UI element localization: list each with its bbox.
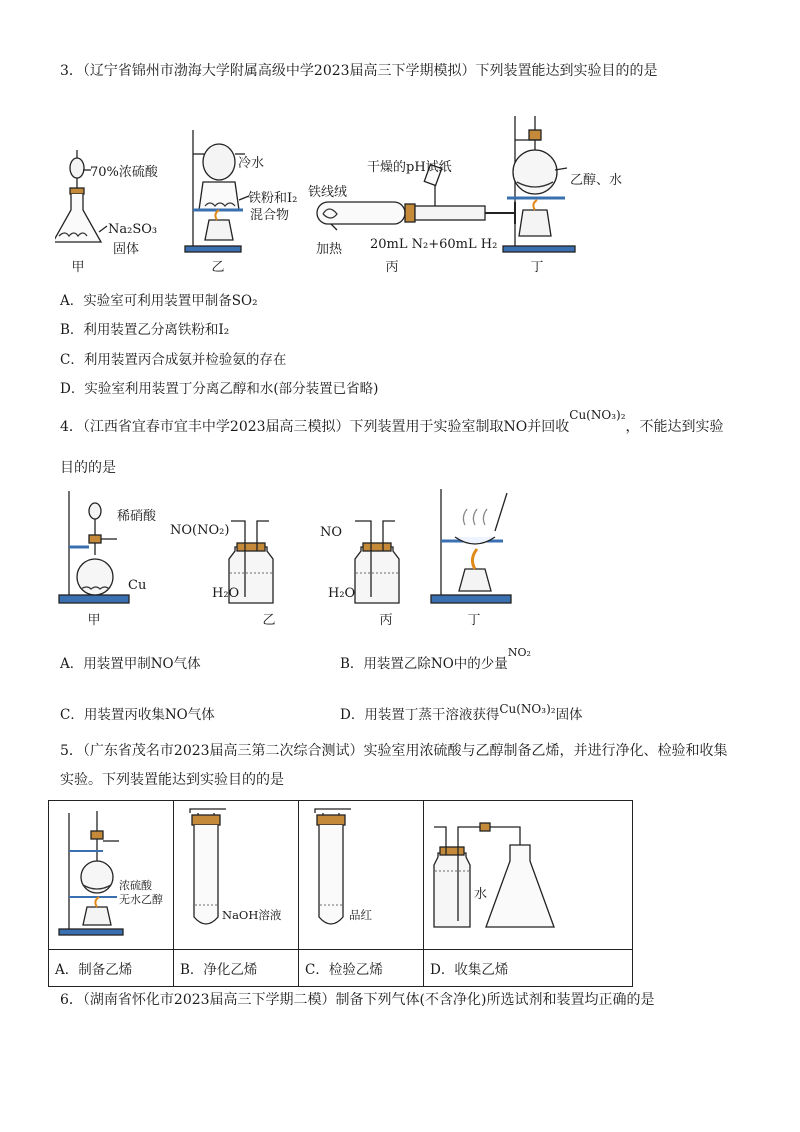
q5-cell-c-figure xyxy=(299,801,424,950)
q5-a-figure xyxy=(49,801,173,949)
q5-c-figure xyxy=(299,801,423,949)
q4-option-d-tail: 固体 xyxy=(555,707,583,723)
q4-bing-gas-label: NO xyxy=(320,525,343,540)
q5-a-reagent-2: 无水乙醇 xyxy=(119,893,163,906)
q4-yi-gas-label: NO(NO₂) xyxy=(170,523,230,538)
q3-jia-salt-label: Na₂SO₃ xyxy=(108,222,158,237)
q3-caption-bing: 丙 xyxy=(385,260,399,275)
q3-yi-water-label: 冷水 xyxy=(238,156,265,171)
q5-option-c[interactable]: C．检验乙烯 xyxy=(299,950,424,987)
q4-option-d[interactable] xyxy=(340,703,583,723)
q5-option-b[interactable]: B．净化乙烯 xyxy=(174,950,299,987)
q5-options-table xyxy=(48,800,633,987)
q4-option-d-chem: Cu(NO₃)₂ xyxy=(499,702,556,716)
q3-bing-ph-label: 干燥的pH试纸 xyxy=(367,160,452,175)
q3-stem: 3．（辽宁省锦州市渤海大学附属高级中学2023届高三下学期模拟）下列装置能达到实验目的的是 xyxy=(60,63,658,79)
q4-stem-part-a: 4．（江西省宜春市宜丰中学2023届高三模拟）下列装置用于实验室制取NO并回收 xyxy=(60,419,570,435)
q3-option-c[interactable]: C．利用装置丙合成氨并检验氨的存在 xyxy=(60,352,287,368)
q3-jia-salt-label-2: 固体 xyxy=(113,242,140,257)
q3-yi-apparatus xyxy=(185,130,249,252)
q4-caption-ding: 丁 xyxy=(467,613,481,628)
q4-bing-apparatus xyxy=(355,521,399,603)
q4-option-a[interactable]: A．用装置甲制NO气体 xyxy=(60,656,201,672)
q3-ding-liquid-label: 乙醇、水 xyxy=(570,173,623,188)
q3-option-b[interactable]: B．利用装置乙分离铁粉和I₂ xyxy=(60,322,230,338)
q5-d-figure xyxy=(424,801,632,949)
q3-bing-gas-label: 20mL N₂+60mL H₂ xyxy=(370,237,498,252)
q5-cell-b-figure xyxy=(174,801,299,950)
q4-caption-yi: 乙 xyxy=(262,613,276,628)
q3-option-d[interactable]: D．实验室利用装置丁分离乙醇和水(部分装置已省略) xyxy=(60,381,379,397)
q3-apparatus-figure xyxy=(55,110,755,280)
q3-caption-jia: 甲 xyxy=(71,260,85,275)
q4-option-b-chem: NO₂ xyxy=(507,646,531,659)
q4-ding-apparatus xyxy=(431,489,511,603)
q4-option-c[interactable]: C．用装置丙收集NO气体 xyxy=(60,707,215,723)
q5-cell-a-figure xyxy=(49,801,174,950)
q3-bing-wool-label: 铁线绒 xyxy=(308,185,348,200)
q4-option-d-text: D．用装置丁蒸干溶液获得 xyxy=(340,707,500,723)
q4-stem-continued: 目的的是 xyxy=(60,460,116,476)
q5-a-apparatus xyxy=(49,801,173,949)
q4-jia-cu-label: Cu xyxy=(128,578,147,593)
q5-option-a[interactable]: A．制备乙烯 xyxy=(49,950,174,987)
q5-b-figure xyxy=(174,801,298,949)
q3-yi-mix-label-2: 混合物 xyxy=(250,208,290,223)
q3-caption-ding: 丁 xyxy=(530,260,544,275)
q5-figure-row xyxy=(49,801,633,950)
q3-jia-acid-label: 70%浓硫酸 xyxy=(90,165,158,180)
q5-c-apparatus xyxy=(299,801,423,949)
q4-yi-water-label: H₂O xyxy=(212,586,240,601)
q3-bing-heat-label: 加热 xyxy=(316,242,343,257)
q5-d-reagent: 水 xyxy=(474,887,488,902)
q3-caption-yi: 乙 xyxy=(211,260,225,275)
q5-b-apparatus xyxy=(174,801,298,949)
q4-stem xyxy=(60,408,724,437)
q3-option-a[interactable]: A．实验室可利用装置甲制备SO₂ xyxy=(60,293,258,309)
q4-stem-chem: Cu(NO₃)₂ xyxy=(569,408,626,422)
q5-b-reagent: NaOH溶液 xyxy=(222,908,282,922)
q5-stem: 5．（广东省茂名市2023届高三第二次综合测试）实验室用浓硫酸与乙醇制备乙烯，并进行净化、检验和收集 xyxy=(60,743,728,759)
q4-option-b[interactable] xyxy=(340,646,531,672)
q5-cell-d-figure xyxy=(424,801,633,950)
q3-ding-apparatus xyxy=(503,116,575,252)
q4-bing-water-label: H₂O xyxy=(328,586,356,601)
q5-option-d[interactable]: D．收集乙烯 xyxy=(424,950,633,987)
q5-a-reagent-1: 浓硫酸 xyxy=(119,879,152,892)
q4-stem-part-b: ，不能达到实验 xyxy=(625,419,724,435)
q4-caption-jia: 甲 xyxy=(87,613,101,628)
q4-caption-bing: 丙 xyxy=(379,613,393,628)
q3-yi-mix-label: 铁粉和I₂ xyxy=(248,191,298,206)
q5-caption-row xyxy=(49,950,633,987)
q5-stem-continued: 实验。下列装置能达到实验目的的是 xyxy=(60,772,284,788)
q5-c-reagent: 品红 xyxy=(349,908,372,922)
q5-d-apparatus xyxy=(424,801,632,949)
q4-option-b-text: B．用装置乙除NO中的少量 xyxy=(340,656,508,672)
q6-stem: 6．（湖南省怀化市2023届高三下学期二模）制备下列气体(不含净化)所选试剂和装置均正确的是 xyxy=(60,992,655,1008)
q4-jia-acid-label: 稀硝酸 xyxy=(117,509,157,524)
